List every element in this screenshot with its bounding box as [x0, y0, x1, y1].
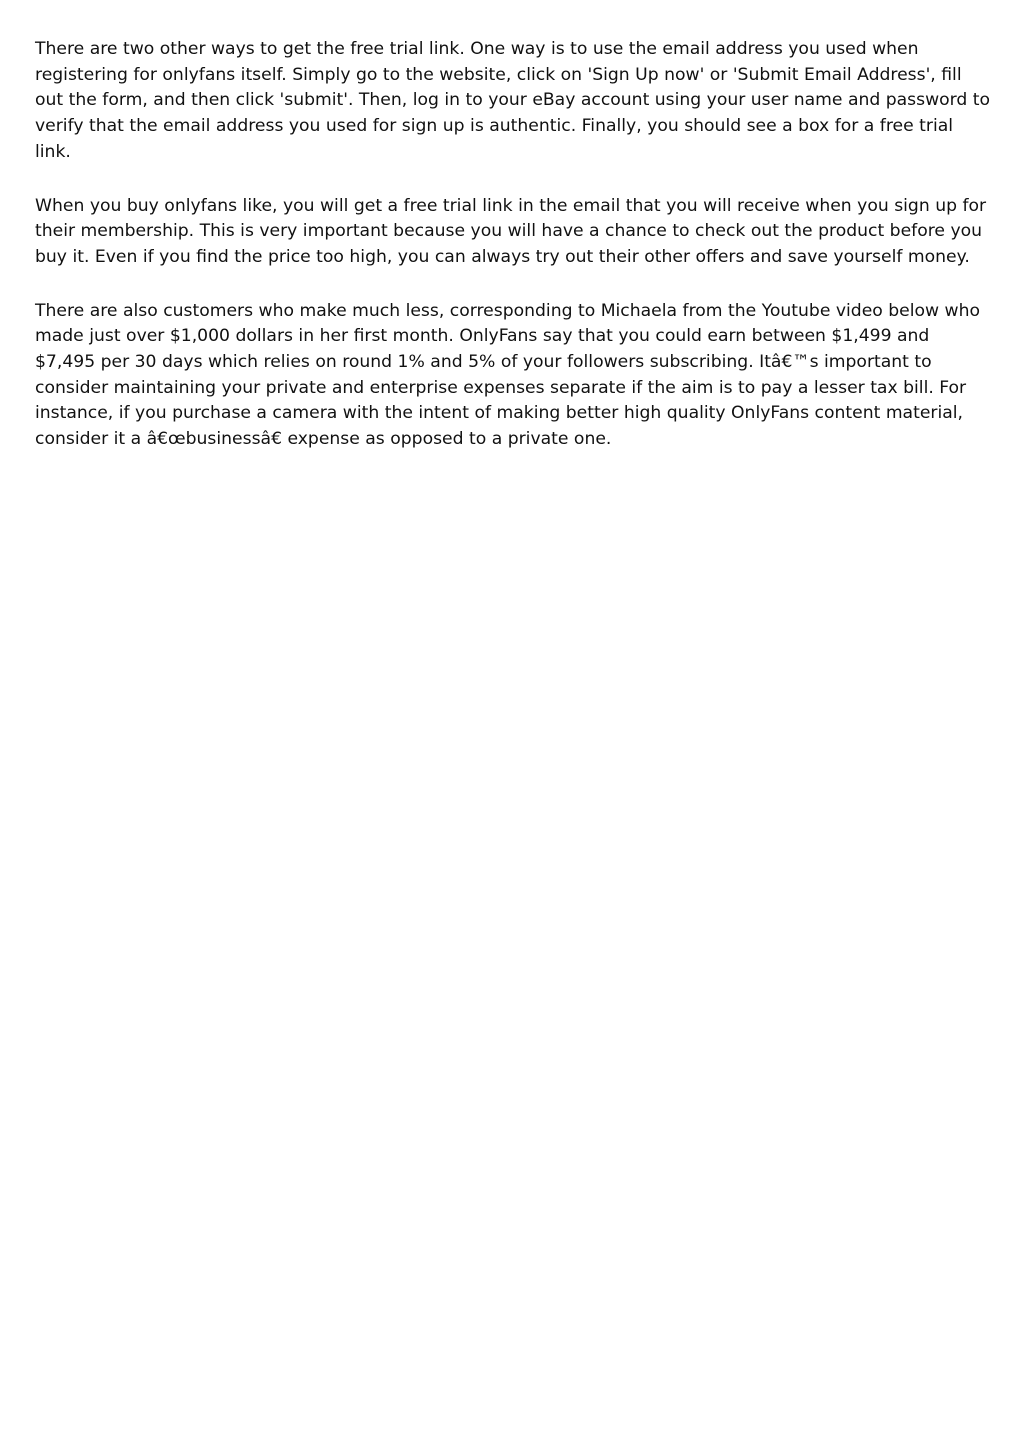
paragraph-buy-onlyfans: When you buy onlyfans like, you will get a free trial link in the email that you will receive when you sign up for their membership. This is very important because you will have a chance to check out the product before you buy it. Even if you find the price too high, you can always try out their other offers and save yourself money.	[35, 195, 987, 267]
paragraph-earnings-expenses: There are also customers who make much less, corresponding to Michaela from the Youtube video below who made just over $1,000 dollars in her first month. OnlyFans say that you could earn between $1,499 and $7,495 per 30 days which relies on round 1% and 5% of your followers subscribing. Itâ€™s important to consider maintaining your private and enterprise expenses separate if the aim is to pay a lesser tax bill. For instance, if you purchase a camera with the intent of making better high quality OnlyFans content material, consider it a â€œbusinessâ€ expense as opposed to a private one.	[35, 300, 981, 450]
document-body	[35, 37, 993, 481]
paragraph-free-trial-ways: There are two other ways to get the free trial link. One way is to use the email address you used when registering for onlyfans itself. Simply go to the website, click on 'Sign Up now' or 'Submit Email Address', fill out the form, and then click 'submit'. Then, log in to your eBay account using your user name and password to verify that the email address you used for sign up is authentic. Finally, you should see a box for a free trial link.	[35, 39, 991, 162]
